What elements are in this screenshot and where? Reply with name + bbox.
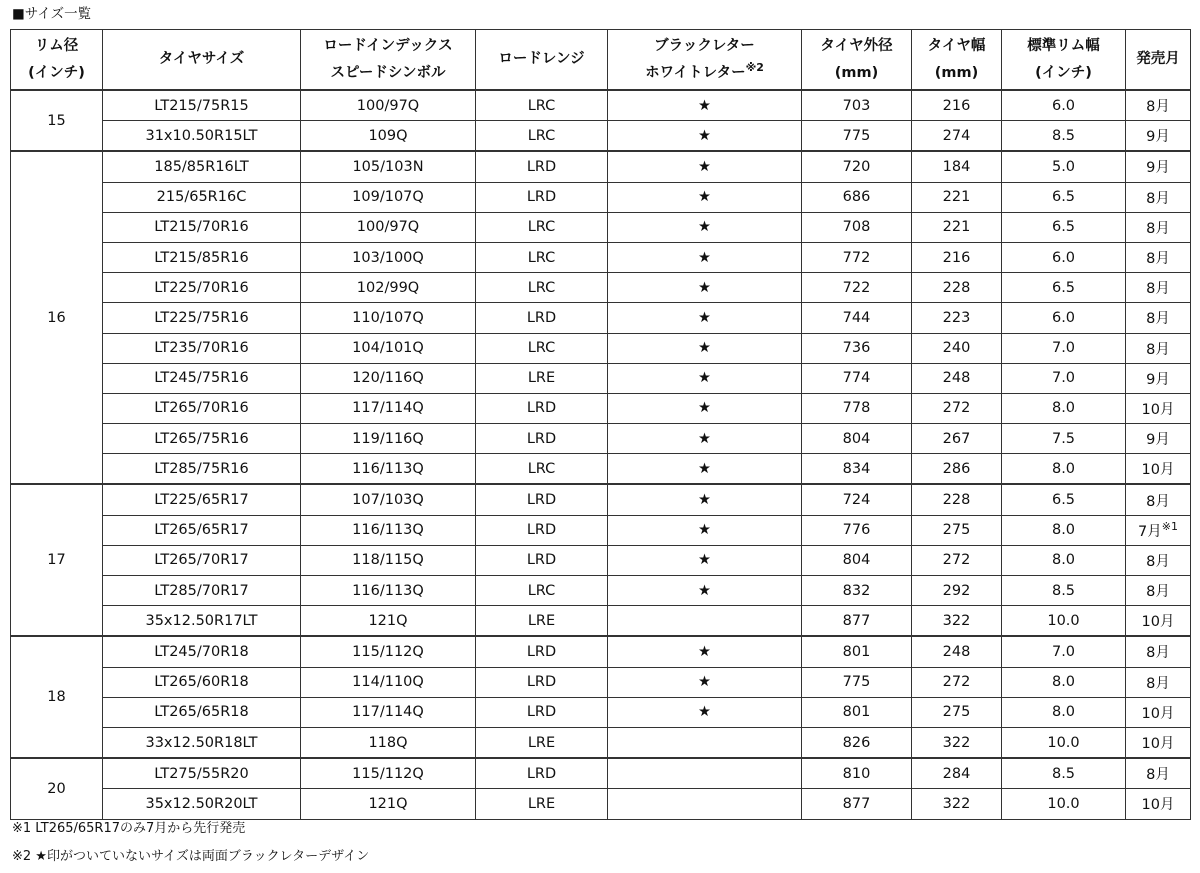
outer-diameter-cell: 801 — [802, 697, 912, 727]
letter-star-cell: ★ — [608, 212, 802, 242]
outer-diameter-cell: 722 — [802, 273, 912, 303]
table-row — [11, 303, 1191, 333]
tire-size-cell: LT265/70R17 — [103, 545, 301, 575]
release-month-cell: 8月 — [1126, 545, 1191, 575]
letter-star-cell: ★ — [608, 636, 802, 667]
rim-width-cell: 7.0 — [1002, 636, 1126, 667]
load-index-cell: 100/97Q — [301, 212, 476, 242]
tire-size-cell: LT245/70R18 — [103, 636, 301, 667]
outer-diameter-cell: 801 — [802, 636, 912, 667]
outer-diameter-cell: 708 — [802, 212, 912, 242]
tire-width-cell: 221 — [912, 212, 1002, 242]
tire-width-cell: 228 — [912, 273, 1002, 303]
rim-width-cell: 8.5 — [1002, 121, 1126, 152]
outer-diameter-cell: 832 — [802, 576, 912, 606]
letter-star-cell: ★ — [608, 484, 802, 515]
load-index-cell: 103/100Q — [301, 242, 476, 272]
tire-width-cell: 275 — [912, 697, 1002, 727]
table-row — [11, 182, 1191, 212]
release-month-cell: 10月 — [1126, 727, 1191, 758]
note-mark: ※2 — [745, 60, 764, 74]
load-range-cell: LRD — [476, 545, 608, 575]
tire-width-cell: 322 — [912, 606, 1002, 637]
header-letter-type: ブラックレター ホワイトレター$^{※2}$ — [608, 30, 802, 91]
load-index-cell: 118/115Q — [301, 545, 476, 575]
table-row — [11, 212, 1191, 242]
tire-width-cell: 248 — [912, 636, 1002, 667]
load-index-cell: 109Q — [301, 121, 476, 152]
letter-star-cell: ★ — [608, 454, 802, 485]
outer-diameter-cell: 810 — [802, 758, 912, 789]
load-index-cell: 119/116Q — [301, 424, 476, 454]
tire-size-cell: 31x10.50R15LT — [103, 121, 301, 152]
table-row — [11, 90, 1191, 121]
tire-width-cell: 216 — [912, 242, 1002, 272]
outer-diameter-cell: 826 — [802, 727, 912, 758]
tire-size-cell: 35x12.50R20LT — [103, 789, 301, 819]
tire-width-cell: 184 — [912, 151, 1002, 182]
letter-star-cell: ★ — [608, 697, 802, 727]
load-range-cell: LRD — [476, 303, 608, 333]
rim-width-cell: 7.0 — [1002, 363, 1126, 393]
letter-star-cell: ★ — [608, 333, 802, 363]
outer-diameter-cell: 775 — [802, 667, 912, 697]
release-month-cell: 10月 — [1126, 454, 1191, 485]
load-index-cell: 107/103Q — [301, 484, 476, 515]
rim-diameter-cell: 15 — [11, 90, 103, 151]
table-row — [11, 727, 1191, 758]
tire-size-cell: 33x12.50R18LT — [103, 727, 301, 758]
letter-star-cell: ★ — [608, 363, 802, 393]
rim-width-cell: 6.0 — [1002, 303, 1126, 333]
release-month-cell: 9月 — [1126, 121, 1191, 152]
tire-width-cell: 284 — [912, 758, 1002, 789]
tire-width-cell: 286 — [912, 454, 1002, 485]
table-row — [11, 545, 1191, 575]
tire-size-cell: LT265/65R17 — [103, 515, 301, 545]
table-row — [11, 121, 1191, 152]
tire-size-cell: LT265/65R18 — [103, 697, 301, 727]
release-month-cell: 9月 — [1126, 424, 1191, 454]
load-range-cell: LRC — [476, 242, 608, 272]
rim-diameter-cell: 16 — [11, 151, 103, 484]
tire-size-cell: 185/85R16LT — [103, 151, 301, 182]
tire-width-cell: 274 — [912, 121, 1002, 152]
letter-star-cell — [608, 758, 802, 789]
header-rim-width: 標準リム幅 (インチ) — [1002, 30, 1126, 91]
release-month-cell: 8月 — [1126, 484, 1191, 515]
load-index-cell: 104/101Q — [301, 333, 476, 363]
rim-width-cell: 6.5 — [1002, 273, 1126, 303]
tire-size-cell: LT265/60R18 — [103, 667, 301, 697]
tire-width-cell: 275 — [912, 515, 1002, 545]
tire-width-cell: 272 — [912, 667, 1002, 697]
load-index-cell: 115/112Q — [301, 758, 476, 789]
tire-width-cell: 322 — [912, 789, 1002, 819]
rim-width-cell: 10.0 — [1002, 727, 1126, 758]
release-month-cell: 8月 — [1126, 667, 1191, 697]
tire-size-cell: LT225/70R16 — [103, 273, 301, 303]
rim-width-cell: 7.5 — [1002, 424, 1126, 454]
load-range-cell: LRE — [476, 363, 608, 393]
load-index-cell: 121Q — [301, 606, 476, 637]
table-header-row — [11, 30, 1191, 91]
letter-star-cell: ★ — [608, 424, 802, 454]
table-row — [11, 273, 1191, 303]
letter-star-cell: ★ — [608, 151, 802, 182]
load-index-cell: 118Q — [301, 727, 476, 758]
letter-star-cell: ★ — [608, 242, 802, 272]
letter-star-cell — [608, 606, 802, 637]
tire-size-cell: LT265/70R16 — [103, 393, 301, 423]
release-month-cell: 8月 — [1126, 212, 1191, 242]
load-index-cell: 100/97Q — [301, 90, 476, 121]
load-range-cell: LRC — [476, 121, 608, 152]
table-row — [11, 758, 1191, 789]
tire-width-cell: 322 — [912, 727, 1002, 758]
outer-diameter-cell: 686 — [802, 182, 912, 212]
rim-width-cell: 6.5 — [1002, 182, 1126, 212]
load-index-cell: 117/114Q — [301, 697, 476, 727]
letter-star-cell: ★ — [608, 303, 802, 333]
release-month-cell: 8月 — [1126, 273, 1191, 303]
outer-diameter-cell: 772 — [802, 242, 912, 272]
load-index-cell: 116/113Q — [301, 576, 476, 606]
release-month-cell: 8月 — [1126, 303, 1191, 333]
rim-width-cell: 10.0 — [1002, 606, 1126, 637]
table-row — [11, 484, 1191, 515]
section-heading: ■サイズ一覧 — [12, 6, 92, 22]
table-row — [11, 393, 1191, 423]
outer-diameter-cell: 804 — [802, 424, 912, 454]
rim-width-cell: 8.0 — [1002, 515, 1126, 545]
outer-diameter-cell: 775 — [802, 121, 912, 152]
tire-size-cell: LT285/70R17 — [103, 576, 301, 606]
load-range-cell: LRE — [476, 789, 608, 819]
letter-star-cell — [608, 789, 802, 819]
outer-diameter-cell: 724 — [802, 484, 912, 515]
release-month-cell: 8月 — [1126, 242, 1191, 272]
release-month-cell: 10月 — [1126, 697, 1191, 727]
rim-width-cell: 6.5 — [1002, 484, 1126, 515]
tire-width-cell: 216 — [912, 90, 1002, 121]
load-range-cell: LRC — [476, 454, 608, 485]
footnote-2: ※2 ★印がついていないサイズは両面ブラックレターデザイン — [12, 849, 370, 864]
outer-diameter-cell: 744 — [802, 303, 912, 333]
rim-width-cell: 10.0 — [1002, 789, 1126, 819]
rim-width-cell: 8.0 — [1002, 667, 1126, 697]
tire-width-cell: 292 — [912, 576, 1002, 606]
table-row — [11, 454, 1191, 485]
table-row — [11, 636, 1191, 667]
release-month-cell: 8月 — [1126, 758, 1191, 789]
header-rim-diameter: リム径 (インチ) — [11, 30, 103, 91]
tire-width-cell: 228 — [912, 484, 1002, 515]
tire-width-cell: 221 — [912, 182, 1002, 212]
header-tire-width: タイヤ幅 (mm) — [912, 30, 1002, 91]
load-index-cell: 121Q — [301, 789, 476, 819]
rim-width-cell: 8.5 — [1002, 758, 1126, 789]
release-month-cell: 8月 — [1126, 333, 1191, 363]
tire-size-cell: LT215/70R16 — [103, 212, 301, 242]
rim-width-cell: 6.5 — [1002, 212, 1126, 242]
outer-diameter-cell: 703 — [802, 90, 912, 121]
letter-star-cell: ★ — [608, 393, 802, 423]
load-index-cell: 105/103N — [301, 151, 476, 182]
table-row — [11, 606, 1191, 637]
tire-size-cell: 215/65R16C — [103, 182, 301, 212]
rim-diameter-cell: 17 — [11, 484, 103, 636]
load-range-cell: LRD — [476, 697, 608, 727]
load-range-cell: LRD — [476, 515, 608, 545]
tire-width-cell: 267 — [912, 424, 1002, 454]
table-row — [11, 242, 1191, 272]
release-month-cell: 10月 — [1126, 393, 1191, 423]
load-range-cell: LRD — [476, 151, 608, 182]
load-range-cell: LRD — [476, 636, 608, 667]
release-month-cell: 8月 — [1126, 182, 1191, 212]
rim-diameter-cell: 18 — [11, 636, 103, 758]
tire-width-cell: 240 — [912, 333, 1002, 363]
tire-size-cell: LT235/70R16 — [103, 333, 301, 363]
tire-size-cell: LT265/75R16 — [103, 424, 301, 454]
letter-star-cell: ★ — [608, 515, 802, 545]
letter-star-cell: ★ — [608, 576, 802, 606]
load-index-cell: 109/107Q — [301, 182, 476, 212]
release-month-cell: 8月 — [1126, 90, 1191, 121]
release-month-cell: 7月$^{※1}$ — [1126, 515, 1191, 545]
outer-diameter-cell: 877 — [802, 789, 912, 819]
load-index-cell: 102/99Q — [301, 273, 476, 303]
footnote-1: ※1 LT265/65R17のみ7月から先行発売 — [12, 821, 246, 836]
header-load-index: ロードインデックス スピードシンボル — [301, 30, 476, 91]
rim-width-cell: 5.0 — [1002, 151, 1126, 182]
tire-size-cell: LT285/75R16 — [103, 454, 301, 485]
tire-size-cell: LT225/65R17 — [103, 484, 301, 515]
load-range-cell: LRE — [476, 727, 608, 758]
tire-width-cell: 272 — [912, 393, 1002, 423]
tire-size-cell: LT275/55R20 — [103, 758, 301, 789]
outer-diameter-cell: 720 — [802, 151, 912, 182]
tire-size-cell: LT215/75R15 — [103, 90, 301, 121]
letter-star-cell: ★ — [608, 545, 802, 575]
tire-width-cell: 248 — [912, 363, 1002, 393]
release-month-cell: 8月 — [1126, 636, 1191, 667]
tire-size-cell: LT245/75R16 — [103, 363, 301, 393]
release-month-cell: 8月 — [1126, 576, 1191, 606]
letter-star-cell: ★ — [608, 182, 802, 212]
table-row — [11, 515, 1191, 545]
release-month-cell: 9月 — [1126, 151, 1191, 182]
rim-diameter-cell: 20 — [11, 758, 103, 819]
rim-width-cell: 8.0 — [1002, 697, 1126, 727]
letter-star-cell: ★ — [608, 273, 802, 303]
letter-star-cell — [608, 727, 802, 758]
table-row — [11, 697, 1191, 727]
rim-width-cell: 8.0 — [1002, 454, 1126, 485]
table-row — [11, 667, 1191, 697]
letter-star-cell: ★ — [608, 667, 802, 697]
outer-diameter-cell: 834 — [802, 454, 912, 485]
tire-size-cell: LT225/75R16 — [103, 303, 301, 333]
outer-diameter-cell: 736 — [802, 333, 912, 363]
load-range-cell: LRD — [476, 182, 608, 212]
load-range-cell: LRE — [476, 606, 608, 637]
header-outer-diameter: タイヤ外径 (mm) — [802, 30, 912, 91]
table-row — [11, 576, 1191, 606]
load-index-cell: 116/113Q — [301, 515, 476, 545]
tire-size-cell: LT215/85R16 — [103, 242, 301, 272]
note-mark: ※1 — [1161, 519, 1178, 533]
outer-diameter-cell: 778 — [802, 393, 912, 423]
outer-diameter-cell: 776 — [802, 515, 912, 545]
load-range-cell: LRD — [476, 667, 608, 697]
tire-width-cell: 223 — [912, 303, 1002, 333]
rim-width-cell: 6.0 — [1002, 90, 1126, 121]
table-row — [11, 151, 1191, 182]
letter-star-cell: ★ — [608, 121, 802, 152]
load-range-cell: LRC — [476, 333, 608, 363]
load-range-cell: LRD — [476, 424, 608, 454]
release-month-cell: 10月 — [1126, 789, 1191, 819]
rim-width-cell: 8.0 — [1002, 545, 1126, 575]
header-load-range: ロードレンジ — [476, 30, 608, 91]
load-range-cell: LRD — [476, 393, 608, 423]
outer-diameter-cell: 877 — [802, 606, 912, 637]
load-range-cell: LRC — [476, 90, 608, 121]
tire-width-cell: 272 — [912, 545, 1002, 575]
load-index-cell: 110/107Q — [301, 303, 476, 333]
load-index-cell: 120/116Q — [301, 363, 476, 393]
load-range-cell: LRC — [476, 576, 608, 606]
load-range-cell: LRD — [476, 484, 608, 515]
rim-width-cell: 7.0 — [1002, 333, 1126, 363]
load-index-cell: 116/113Q — [301, 454, 476, 485]
load-index-cell: 117/114Q — [301, 393, 476, 423]
table-row — [11, 424, 1191, 454]
table-row — [11, 789, 1191, 819]
table-row — [11, 363, 1191, 393]
header-tire-size: タイヤサイズ — [103, 30, 301, 91]
rim-width-cell: 6.0 — [1002, 242, 1126, 272]
outer-diameter-cell: 774 — [802, 363, 912, 393]
load-range-cell: LRD — [476, 758, 608, 789]
load-index-cell: 114/110Q — [301, 667, 476, 697]
table-body — [11, 90, 1191, 819]
rim-width-cell: 8.5 — [1002, 576, 1126, 606]
load-index-cell: 115/112Q — [301, 636, 476, 667]
tire-size-cell: 35x12.50R17LT — [103, 606, 301, 637]
tire-size-table — [10, 29, 1191, 820]
outer-diameter-cell: 804 — [802, 545, 912, 575]
load-range-cell: LRC — [476, 273, 608, 303]
load-range-cell: LRC — [476, 212, 608, 242]
header-release-month: 発売月 — [1126, 30, 1191, 91]
release-month-cell: 9月 — [1126, 363, 1191, 393]
table-row — [11, 333, 1191, 363]
letter-star-cell: ★ — [608, 90, 802, 121]
release-month-cell: 10月 — [1126, 606, 1191, 637]
rim-width-cell: 8.0 — [1002, 393, 1126, 423]
